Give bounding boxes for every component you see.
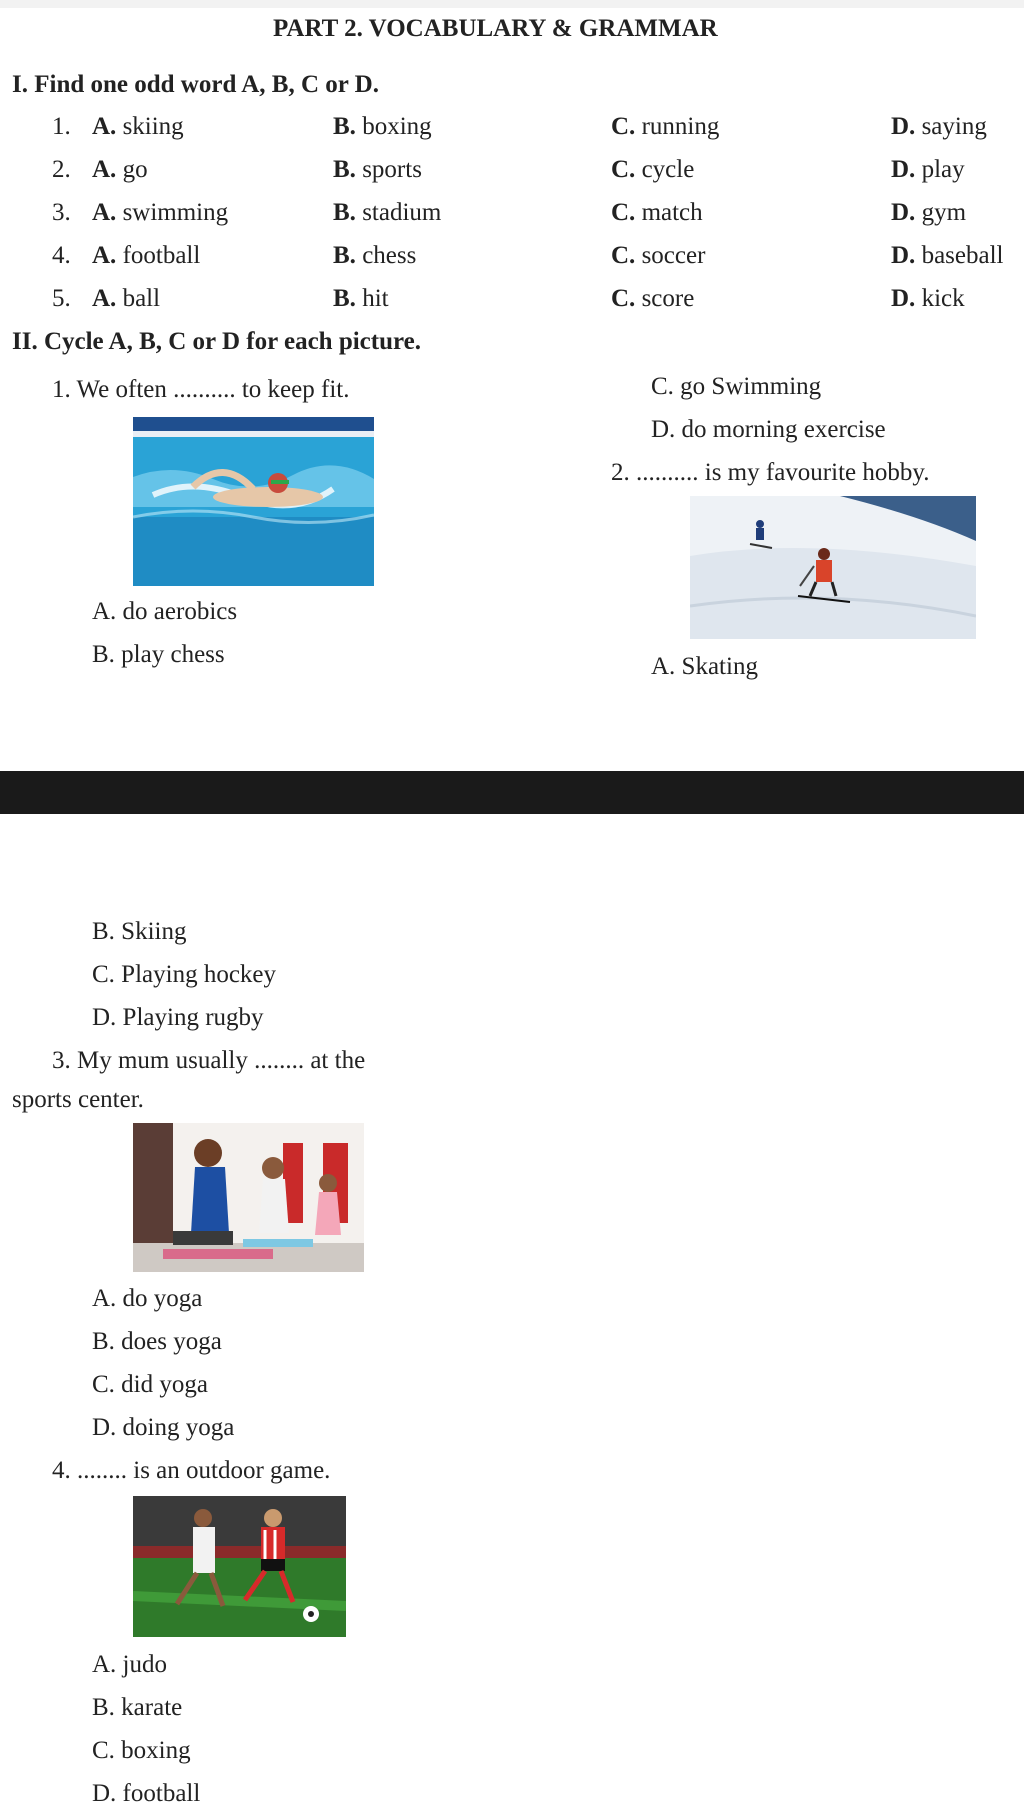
option-c[interactable]: C. soccer: [611, 242, 706, 269]
option-c[interactable]: C. score: [611, 285, 695, 312]
q4-option-d[interactable]: D. football: [92, 1780, 201, 1807]
q1-option-b[interactable]: B. play chess: [92, 641, 225, 668]
option-d[interactable]: D. gym: [891, 199, 967, 226]
option-b[interactable]: B. sports: [333, 156, 422, 183]
skiing-picture: [690, 496, 976, 639]
q3-option-d[interactable]: D. doing yoga: [92, 1414, 235, 1441]
q1-option-a[interactable]: A. do aerobics: [92, 598, 238, 625]
option-a[interactable]: A. swimming: [92, 199, 229, 226]
option-a[interactable]: A. ball: [92, 285, 161, 312]
option-a[interactable]: A. football: [92, 242, 201, 269]
option-b[interactable]: B. hit: [333, 285, 389, 312]
q1-option-d[interactable]: D. do morning exercise: [651, 416, 886, 443]
q2-option-b[interactable]: B. Skiing: [92, 918, 187, 945]
question-3-stem: 3. My mum usually ........ at the: [52, 1047, 366, 1074]
football-picture: [133, 1496, 346, 1637]
q3-option-b[interactable]: B. does yoga: [92, 1328, 222, 1355]
question-3-stem-continued: sports center.: [12, 1086, 144, 1113]
question-4-stem: 4. ........ is an outdoor game.: [52, 1457, 331, 1484]
q3-option-a[interactable]: A. do yoga: [92, 1285, 203, 1312]
option-d[interactable]: D. saying: [891, 113, 987, 140]
top-edge: [0, 0, 1024, 8]
q4-option-a[interactable]: A. judo: [92, 1651, 167, 1678]
yoga-picture: [133, 1123, 364, 1272]
question-number: 1.: [52, 113, 71, 140]
section-2-heading: II. Cycle A, B, C or D for each picture.: [12, 328, 421, 355]
q2-option-a[interactable]: A. Skating: [651, 653, 758, 680]
question-number: 2.: [52, 156, 71, 183]
question-2-stem: 2. .......... is my favourite hobby.: [611, 459, 930, 486]
option-d[interactable]: D. play: [891, 156, 965, 183]
section-1-heading: I. Find one odd word A, B, C or D.: [12, 71, 379, 98]
page-title: PART 2. VOCABULARY & GRAMMAR: [273, 15, 718, 42]
q2-option-c[interactable]: C. Playing hockey: [92, 961, 277, 988]
q1-option-c[interactable]: C. go Swimming: [651, 373, 822, 400]
q3-option-c[interactable]: C. did yoga: [92, 1371, 208, 1398]
q4-option-c[interactable]: C. boxing: [92, 1737, 191, 1764]
option-c[interactable]: C. cycle: [611, 156, 695, 183]
option-c[interactable]: C. running: [611, 113, 720, 140]
page-break-bar: [0, 771, 1024, 814]
q2-option-d[interactable]: D. Playing rugby: [92, 1004, 264, 1031]
question-number: 4.: [52, 242, 71, 269]
option-b[interactable]: B. stadium: [333, 199, 442, 226]
option-a[interactable]: A. go: [92, 156, 148, 183]
option-c[interactable]: C. match: [611, 199, 703, 226]
option-b[interactable]: B. boxing: [333, 113, 432, 140]
question-number: 5.: [52, 285, 71, 312]
option-b[interactable]: B. chess: [333, 242, 417, 269]
option-a[interactable]: A. skiing: [92, 113, 184, 140]
option-d[interactable]: D. kick: [891, 285, 965, 312]
question-1-stem: 1. We often .......... to keep fit.: [52, 376, 350, 403]
question-number: 3.: [52, 199, 71, 226]
swimming-picture: [133, 417, 374, 586]
q4-option-b[interactable]: B. karate: [92, 1694, 183, 1721]
option-d[interactable]: D. baseball: [891, 242, 1004, 269]
